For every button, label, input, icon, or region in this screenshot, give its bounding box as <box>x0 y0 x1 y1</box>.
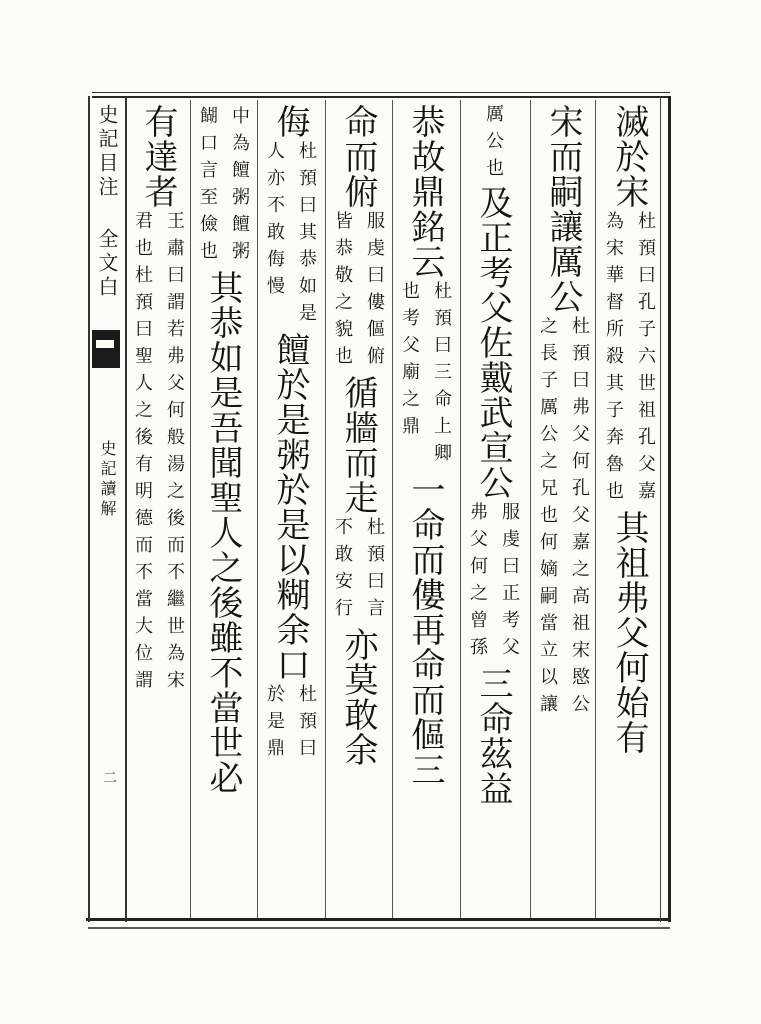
commentary-pair <box>330 517 386 625</box>
banxin-divider <box>125 96 127 922</box>
frame-right-line <box>660 96 661 922</box>
commentary-line: 人亦不敢侮慢 <box>264 141 285 303</box>
banxin-short-title: 史記讀解 <box>98 440 117 520</box>
column-rule <box>392 100 393 918</box>
banxin-title: 史記目注 全文白 <box>95 104 119 300</box>
commentary-pair <box>465 502 521 664</box>
fish-tail-notch <box>96 340 114 348</box>
frame-top-line <box>92 92 670 93</box>
fish-tail-mark <box>92 330 120 368</box>
commentary-line: 君也杜預曰聖人之後有明德而不當大位謂 <box>132 211 153 697</box>
text-column-5 <box>328 104 388 914</box>
main-text: 一命而僂再命而傴三 <box>405 472 445 787</box>
column-rule <box>190 100 191 918</box>
main-text: 命而俯 <box>338 104 378 209</box>
commentary-line: 服虔曰僂傴俯 <box>364 211 385 373</box>
commentary-pair <box>195 106 251 268</box>
commentary-pair <box>601 211 657 508</box>
main-text: 滅於宋 <box>609 104 649 209</box>
frame-left-border <box>88 96 90 922</box>
commentary-line: 杜預曰弗父何孔父嘉之高祖宋愍公 <box>569 316 590 721</box>
column-rule <box>257 100 258 918</box>
main-text: 宋而嗣讓厲公 <box>543 104 583 314</box>
commentary-line: 餬口言至儉也 <box>197 106 218 268</box>
commentary-line: 也考父廟之鼎 <box>399 281 420 443</box>
column-rule <box>460 100 461 918</box>
commentary-pair <box>130 211 186 697</box>
frame-bottom-line <box>88 927 670 929</box>
main-text: 三命茲益 <box>473 666 513 806</box>
commentary-line: 杜預曰三命上卿 <box>431 281 452 470</box>
column-rule <box>595 100 596 918</box>
commentary-line: 中為饘粥饘粥 <box>229 106 250 268</box>
text-column-6 <box>260 104 320 914</box>
main-text: 及正考父佐戴武宣公 <box>473 185 513 500</box>
commentary-pair <box>262 141 318 330</box>
commentary-line: 皆恭敬之貌也 <box>332 211 353 373</box>
main-text: 其祖弗父何始有 <box>609 510 649 755</box>
commentary-pair <box>397 281 453 470</box>
commentary-text: 厲公也 <box>483 104 504 185</box>
commentary-pair <box>330 211 386 373</box>
commentary-line: 為宋華督所殺其子奔魯也 <box>603 211 624 508</box>
commentary-line: 弗父何之曾孫 <box>467 502 488 664</box>
main-text: 恭故鼎銘云 <box>405 104 445 279</box>
text-column-1 <box>600 104 658 914</box>
frame-right-border <box>668 96 671 922</box>
commentary-pair <box>262 684 318 765</box>
commentary-line: 王肅曰謂若弗父何般湯之後而不繼世為宋 <box>164 211 185 697</box>
column-rule <box>530 100 531 918</box>
text-column-7 <box>193 104 253 914</box>
frame-bottom-border <box>86 918 670 921</box>
commentary-line: 杜預曰其恭如是 <box>296 141 317 330</box>
text-column-8 <box>128 104 188 914</box>
commentary-line: 杜預曰 <box>296 684 317 765</box>
column-rule <box>325 100 326 918</box>
commentary-line: 杜預曰孔子六世祖孔父嘉 <box>635 211 656 508</box>
main-text: 循牆而走 <box>338 375 378 515</box>
commentary-pair <box>535 316 591 721</box>
commentary-line: 服虔曰正考父 <box>499 502 520 664</box>
commentary-line: 杜預曰言 <box>364 517 385 625</box>
commentary-line: 不敢安行 <box>332 517 353 625</box>
text-column-3 <box>463 104 523 914</box>
text-column-4 <box>395 104 455 914</box>
main-text: 其恭如是吾聞聖人之後雖不當世必 <box>203 270 243 795</box>
banxin-page-number: 二 <box>101 770 117 784</box>
main-text: 亦莫敢余 <box>338 627 378 767</box>
commentary-line: 之長子厲公之兄也何嫡嗣當立以讓 <box>537 316 558 721</box>
main-text: 侮 <box>270 104 310 139</box>
commentary-line: 於是鼎 <box>264 684 285 765</box>
frame-top-border <box>92 96 670 98</box>
main-text: 有達者 <box>138 104 178 209</box>
text-column-2 <box>533 104 593 914</box>
main-text: 饘於是粥於是以糊余口 <box>270 332 310 682</box>
